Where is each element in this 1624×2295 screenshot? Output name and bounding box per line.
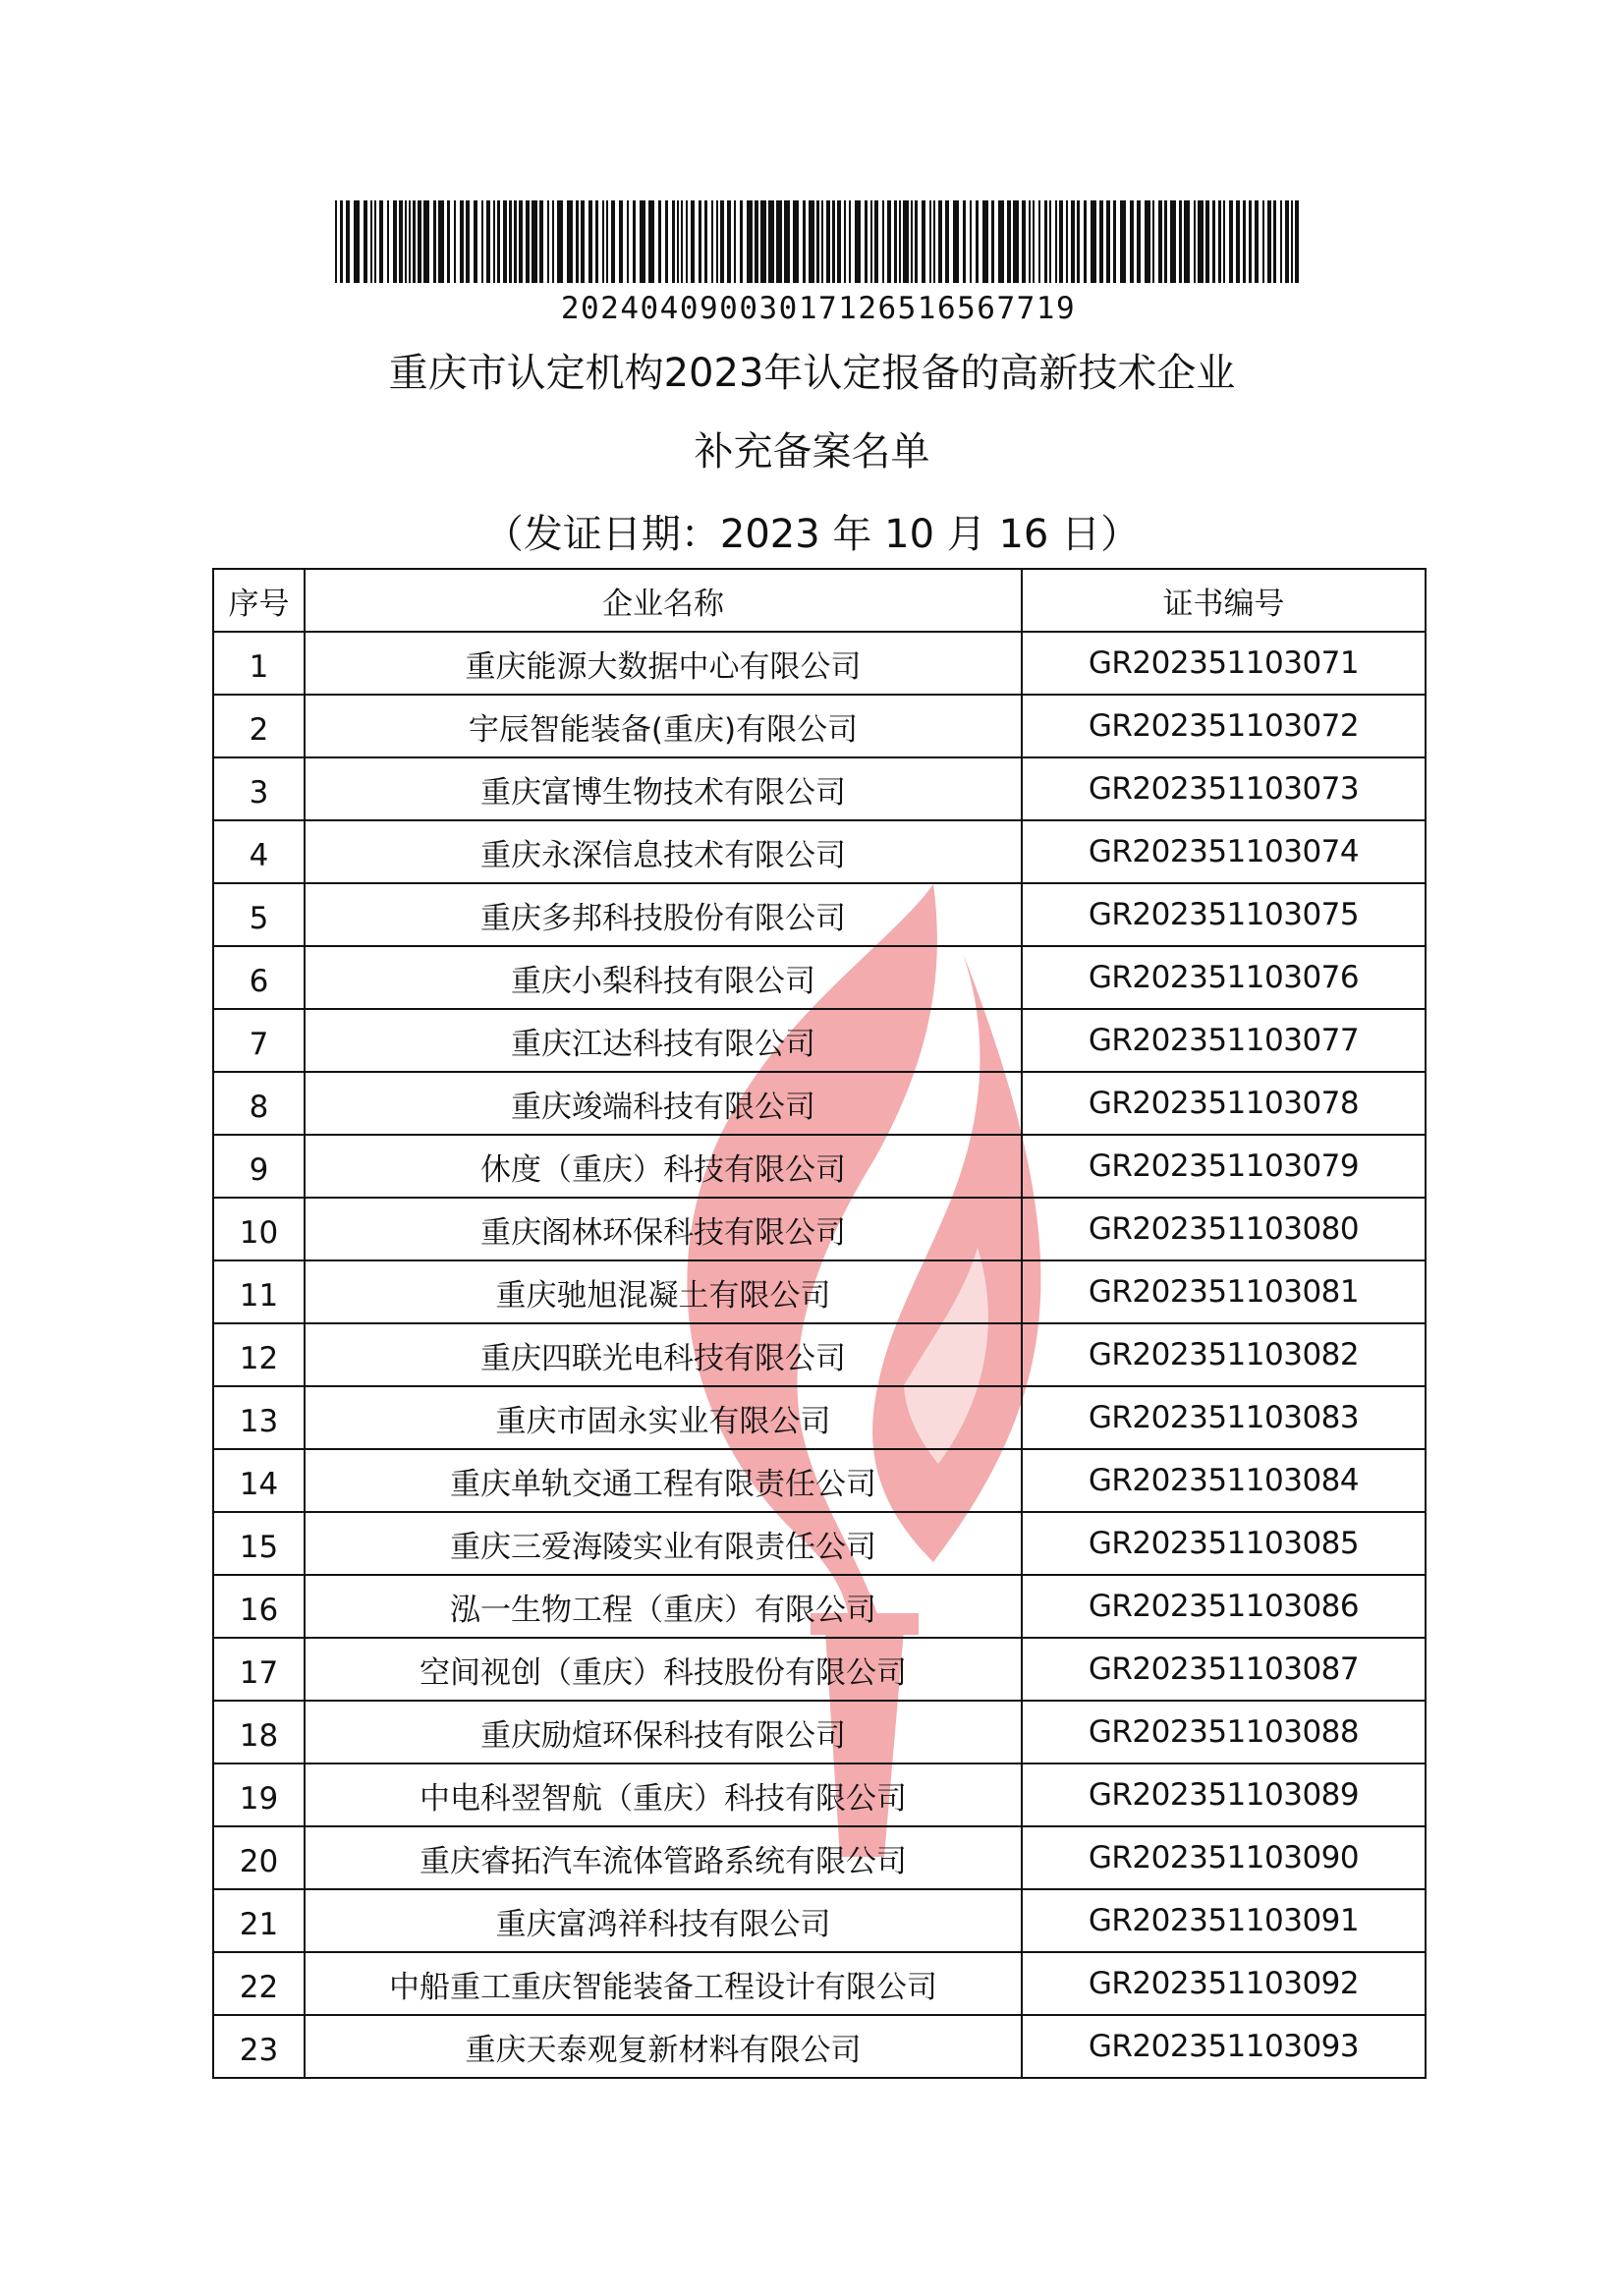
serial-cell: 21 xyxy=(213,1889,305,1952)
serial-cell: 4 xyxy=(213,820,305,883)
certificate-no-cell: GR202351103077 xyxy=(1022,1009,1426,1072)
company-name-cell: 重庆驰旭混凝土有限公司 xyxy=(305,1260,1022,1323)
certificate-no-cell: GR202351103080 xyxy=(1022,1198,1426,1260)
table-row xyxy=(213,1889,1426,1952)
certificate-no-cell: GR202351103093 xyxy=(1022,2015,1426,2078)
table-body xyxy=(213,632,1426,2078)
serial-cell: 15 xyxy=(213,1512,305,1575)
table-row xyxy=(213,1386,1426,1449)
serial-cell: 13 xyxy=(213,1386,305,1449)
certificate-no-cell: GR202351103072 xyxy=(1022,695,1426,757)
header-company-name: 企业名称 xyxy=(305,569,1022,632)
serial-cell: 3 xyxy=(213,757,305,820)
document-title: 重庆市认定机构2023年认定报备的高新技术企业 xyxy=(388,351,1236,396)
certificate-no-cell: GR202351103073 xyxy=(1022,757,1426,820)
serial-cell: 8 xyxy=(213,1072,305,1135)
table-row xyxy=(213,1198,1426,1260)
company-name-cell: 中电科翌智航（重庆）科技有限公司 xyxy=(305,1763,1022,1826)
company-name-cell: 泓一生物工程（重庆）有限公司 xyxy=(305,1575,1022,1638)
company-name-cell: 宇辰智能装备(重庆)有限公司 xyxy=(305,695,1022,757)
table-row xyxy=(213,883,1426,946)
serial-cell: 7 xyxy=(213,1009,305,1072)
table-row xyxy=(213,946,1426,1009)
barcode-icon xyxy=(335,200,1302,283)
certificate-no-cell: GR202351103089 xyxy=(1022,1763,1426,1826)
company-name-cell: 中船重工重庆智能装备工程设计有限公司 xyxy=(305,1952,1022,2015)
serial-cell: 2 xyxy=(213,695,305,757)
table-row xyxy=(213,820,1426,883)
company-name-cell: 重庆单轨交通工程有限责任公司 xyxy=(305,1449,1022,1512)
header-certificate-no: 证书编号 xyxy=(1022,569,1426,632)
certificate-no-cell: GR202351103084 xyxy=(1022,1449,1426,1512)
certificate-no-cell: GR202351103079 xyxy=(1022,1135,1426,1198)
table-row xyxy=(213,1512,1426,1575)
table-row xyxy=(213,1449,1426,1512)
issue-date: （发证日期：2023 年 10 月 16 日） xyxy=(483,512,1141,557)
company-name-cell: 休度（重庆）科技有限公司 xyxy=(305,1135,1022,1198)
table-row xyxy=(213,1135,1426,1198)
table-row xyxy=(213,695,1426,757)
serial-cell: 20 xyxy=(213,1826,305,1889)
certificate-no-cell: GR202351103078 xyxy=(1022,1072,1426,1135)
company-name-cell: 重庆四联光电科技有限公司 xyxy=(305,1323,1022,1386)
company-name-cell: 重庆天泰观复新材料有限公司 xyxy=(305,2015,1022,2078)
serial-cell: 19 xyxy=(213,1763,305,1826)
certificate-no-cell: GR202351103071 xyxy=(1022,632,1426,695)
serial-cell: 18 xyxy=(213,1701,305,1763)
table-row xyxy=(213,1952,1426,2015)
serial-cell: 1 xyxy=(213,632,305,695)
enterprise-table xyxy=(212,568,1427,2079)
company-name-cell: 重庆阁林环保科技有限公司 xyxy=(305,1198,1022,1260)
company-name-cell: 重庆三爱海陵实业有限责任公司 xyxy=(305,1512,1022,1575)
table-row xyxy=(213,1763,1426,1826)
table-row xyxy=(213,1323,1426,1386)
table-row xyxy=(213,1575,1426,1638)
company-name-cell: 重庆富博生物技术有限公司 xyxy=(305,757,1022,820)
table-header-row xyxy=(213,569,1426,632)
company-name-cell: 重庆富鸿祥科技有限公司 xyxy=(305,1889,1022,1952)
certificate-no-cell: GR202351103082 xyxy=(1022,1323,1426,1386)
certificate-no-cell: GR202351103083 xyxy=(1022,1386,1426,1449)
certificate-no-cell: GR202351103076 xyxy=(1022,946,1426,1009)
barcode-number: 20240409003017126516567719 xyxy=(560,291,1077,326)
certificate-no-cell: GR202351103088 xyxy=(1022,1701,1426,1763)
serial-cell: 9 xyxy=(213,1135,305,1198)
serial-cell: 10 xyxy=(213,1198,305,1260)
certificate-no-cell: GR202351103087 xyxy=(1022,1638,1426,1701)
table-row xyxy=(213,1072,1426,1135)
table-row xyxy=(213,1701,1426,1763)
table-row xyxy=(213,2015,1426,2078)
company-name-cell: 重庆永深信息技术有限公司 xyxy=(305,820,1022,883)
table-row xyxy=(213,1009,1426,1072)
certificate-no-cell: GR202351103085 xyxy=(1022,1512,1426,1575)
serial-cell: 12 xyxy=(213,1323,305,1386)
serial-cell: 22 xyxy=(213,1952,305,2015)
company-name-cell: 重庆能源大数据中心有限公司 xyxy=(305,632,1022,695)
company-name-cell: 重庆江达科技有限公司 xyxy=(305,1009,1022,1072)
company-name-cell: 空间视创（重庆）科技股份有限公司 xyxy=(305,1638,1022,1701)
certificate-no-cell: GR202351103090 xyxy=(1022,1826,1426,1889)
serial-cell: 14 xyxy=(213,1449,305,1512)
table-row xyxy=(213,1260,1426,1323)
serial-cell: 6 xyxy=(213,946,305,1009)
serial-cell: 17 xyxy=(213,1638,305,1701)
table-row xyxy=(213,632,1426,695)
header-serial: 序号 xyxy=(213,569,305,632)
serial-cell: 23 xyxy=(213,2015,305,2078)
document-subtitle: 补充备案名单 xyxy=(694,429,930,475)
certificate-no-cell: GR202351103075 xyxy=(1022,883,1426,946)
certificate-no-cell: GR202351103081 xyxy=(1022,1260,1426,1323)
company-name-cell: 重庆市固永实业有限公司 xyxy=(305,1386,1022,1449)
company-name-cell: 重庆励煊环保科技有限公司 xyxy=(305,1701,1022,1763)
company-name-cell: 重庆睿拓汽车流体管路系统有限公司 xyxy=(305,1826,1022,1889)
company-name-cell: 重庆竣端科技有限公司 xyxy=(305,1072,1022,1135)
company-name-cell: 重庆小梨科技有限公司 xyxy=(305,946,1022,1009)
table-row xyxy=(213,1826,1426,1889)
certificate-no-cell: GR202351103086 xyxy=(1022,1575,1426,1638)
certificate-no-cell: GR202351103092 xyxy=(1022,1952,1426,2015)
certificate-no-cell: GR202351103091 xyxy=(1022,1889,1426,1952)
serial-cell: 11 xyxy=(213,1260,305,1323)
table-row xyxy=(213,1638,1426,1701)
company-name-cell: 重庆多邦科技股份有限公司 xyxy=(305,883,1022,946)
serial-cell: 5 xyxy=(213,883,305,946)
certificate-no-cell: GR202351103074 xyxy=(1022,820,1426,883)
table-row xyxy=(213,757,1426,820)
serial-cell: 16 xyxy=(213,1575,305,1638)
